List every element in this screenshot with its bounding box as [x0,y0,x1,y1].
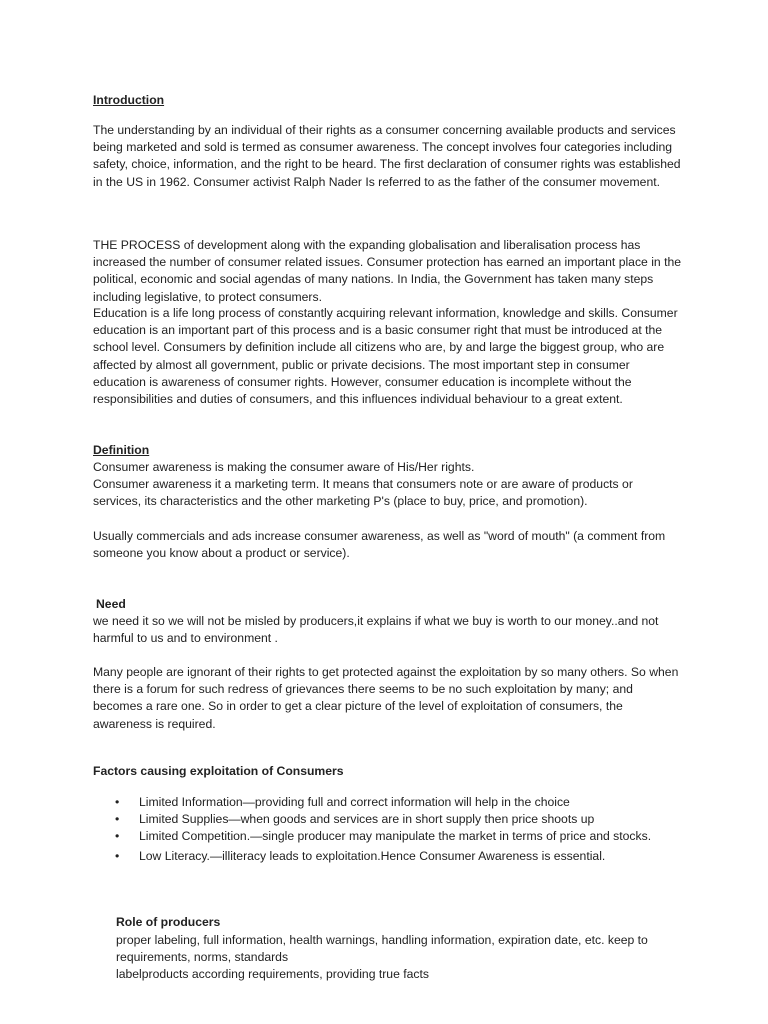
list-item [93,794,653,811]
list-item-text: Limited Supplies—when goods and services are in short supply then price shoots up [139,812,595,827]
list-item [93,848,653,865]
factors-list [93,794,653,865]
definition-line-1: Consumer awareness is making the consumer aware of His/Her rights. [93,460,475,474]
bullet-icon: • [115,795,120,809]
introduction-heading: Introduction [93,93,165,107]
factors-heading: Factors causing exploitation of Consumers [93,764,344,778]
producers-heading: Role of producers [116,915,221,929]
process-paragraph: THE PROCESS of development along with the expanding globalisation and liberalisation process has increased the number of consumer related issues. Consumer protection has earned an important place in the political, economic and social agendas of many nations. In India, the Government has taken many steps including legislative, to protect consumers. [93,238,682,304]
producers-line-1: proper labeling, full information, health warnings, handling information, expiration date, etc. keep to requirements, norms, standards [116,933,648,965]
bullet-icon: • [115,829,120,844]
bullet-icon: • [115,812,120,827]
education-paragraph: Education is a life long process of constantly acquiring relevant information, knowledge and skills. Consumer education is an important part of this process and is a basic consumer right that must be introduced at the school level. Consumers by definition include all citizens who are, by and large the biggest group, who are affected by almost all government, public or private decisions. The most important step in consumer education is awareness of consumer rights. However, consumer education is incomplete without the responsibilities and duties of consumers, and this influences individual behaviour to a great extent. [93,306,678,407]
need-paragraph-1: we need it so we will not be misled by producers,it explains if what we buy is worth to our money..and not harmful to us and to environment . [93,614,659,646]
introduction-paragraph: The understanding by an individual of their rights as a consumer concerning available products and services being marketed and sold is termed as consumer awareness. The concept involves four categories including safety, choice, information, and the right to be heard. The first declaration of consumer rights was established in the US in 1962. Consumer activist Ralph Nader Is referred to as the father of the consumer movement. [93,123,681,189]
definition-line-2: Consumer awareness it a marketing term. It means that consumers note or are aware of products or services, its characteristics and the other marketing P's (place to buy, price, and promotion). [93,477,633,509]
need-heading: Need [96,597,126,611]
list-item-text: Limited Information—providing full and correct information will help in the choice [139,795,570,809]
list-item-text: Low Literacy.—illiteracy leads to exploitation.Hence Consumer Awareness is essential. [139,848,606,863]
list-item [93,828,653,845]
list-item-text: Limited Competition.—single producer may manipulate the market in terms of price and stocks. [139,829,652,844]
definition-paragraph-2: Usually commercials and ads increase consumer awareness, as well as "word of mouth" (a comment from someone you know about a product or service). [93,529,666,561]
definition-heading: Definition [93,443,150,457]
list-item [93,811,653,828]
producers-line-2: labelproducts according requirements, providing true facts [116,967,429,981]
need-paragraph-2: Many people are ignorant of their rights to get protected against the exploitation by so many others. So when there is a forum for such redress of grievances there seems to be no such exploitation by many; and becomes a rare one. So in order to get a clear picture of the level of exploitation of consumers, the awareness is required. [93,665,679,731]
bullet-icon: • [115,848,120,863]
